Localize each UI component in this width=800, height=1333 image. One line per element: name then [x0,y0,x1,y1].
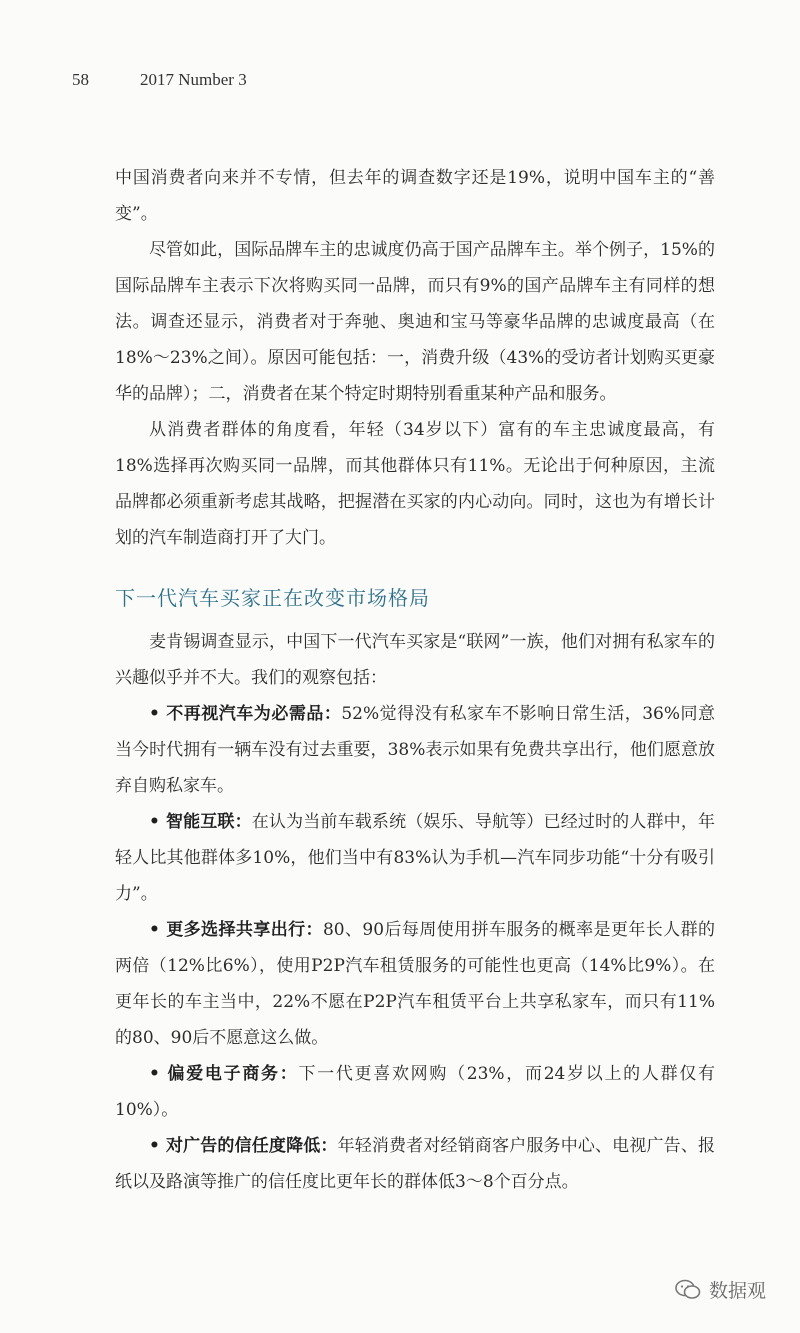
bullet-text: 下一代更喜欢网购（23%，而24岁以上的人群仅有10%）。 [115,1064,715,1120]
paragraph: 中国消费者向来并不专情，但去年的调查数字还是19%，说明中国车主的“善变”。 [115,168,715,224]
bullet-label: • 对广告的信任度降低： [149,1136,338,1156]
page-number: 58 [72,70,89,89]
bullet-text: 52%觉得没有私家车不影响日常生活，36%同意当今时代拥有一辆车没有过去重要，38%表示如果有免费共享出行，他们愿意放弃自购私家车。 [115,704,715,796]
watermark [675,1276,766,1303]
bullet-item [115,1128,715,1200]
paragraph: 从消费者群体的角度看，年轻（34岁以下）富有的车主忠诚度最高，有18%选择再次购买同一品牌，而其他群体只有11%。无论出于何种原因，主流品牌都必须重新考虑其战略，把握潜在买家的内心动向。同时，这也为有增长计划的汽车制造商打开了大门。 [115,420,715,548]
paragraph: 尽管如此，国际品牌车主的忠诚度仍高于国产品牌车主。举个例子，15%的国际品牌车主表示下次将购买同一品牌，而只有9%的国产品牌车主有同样的想法。调查还显示，消费者对于奔驰、奥迪和宝马等豪华品牌的忠诚度最高（在18%～23%之间）。原因可能包括：一，消费升级（43%的受访者计划购买更豪华的品牌）；二，消费者在某个特定时期特别看重某种产品和服务。 [115,240,715,404]
bullet-item [115,696,715,804]
page-header [72,70,247,90]
section-intro: 麦肯锡调查显示，中国下一代汽车买家是“联网”一族，他们对拥有私家车的兴趣似乎并不大。我们的观察包括： [115,632,715,688]
bullet-text: 在认为当前车载系统（娱乐、导航等）已经过时的人群中，年轻人比其他群体多10%，他们当中有83%认为手机—汽车同步功能“十分有吸引力”。 [115,812,715,904]
watermark-text: 数据观 [708,1280,766,1302]
bullet-item [115,912,715,1056]
bullet-item [115,1056,715,1128]
wechat-icon [675,1279,701,1301]
issue-label: 2017 Number 3 [140,70,247,89]
article-body [115,160,715,1200]
section-title: 下一代汽车买家正在改变市场格局 [115,586,430,610]
bullet-label: • 智能互联： [149,812,252,832]
bullet-text: 80、90后每周使用拼车服务的概率是更年长人群的两倍（12%比6%），使用P2P汽车租赁服务的可能性也更高（14%比9%）。在更年长的车主当中，22%不愿在P2P汽车租赁平台上共享私家车，而只有11%的80、90后不愿意这么做。 [115,920,715,1048]
bullet-label: • 偏爱电子商务： [149,1064,299,1084]
bullet-label: • 更多选择共享出行： [149,920,323,940]
bullet-item [115,804,715,912]
bullet-text: 年轻消费者对经销商客户服务中心、电视广告、报纸以及路演等推广的信任度比更年长的群体低3～8个百分点。 [115,1136,715,1192]
bullet-label: • 不再视汽车为必需品： [149,704,342,724]
